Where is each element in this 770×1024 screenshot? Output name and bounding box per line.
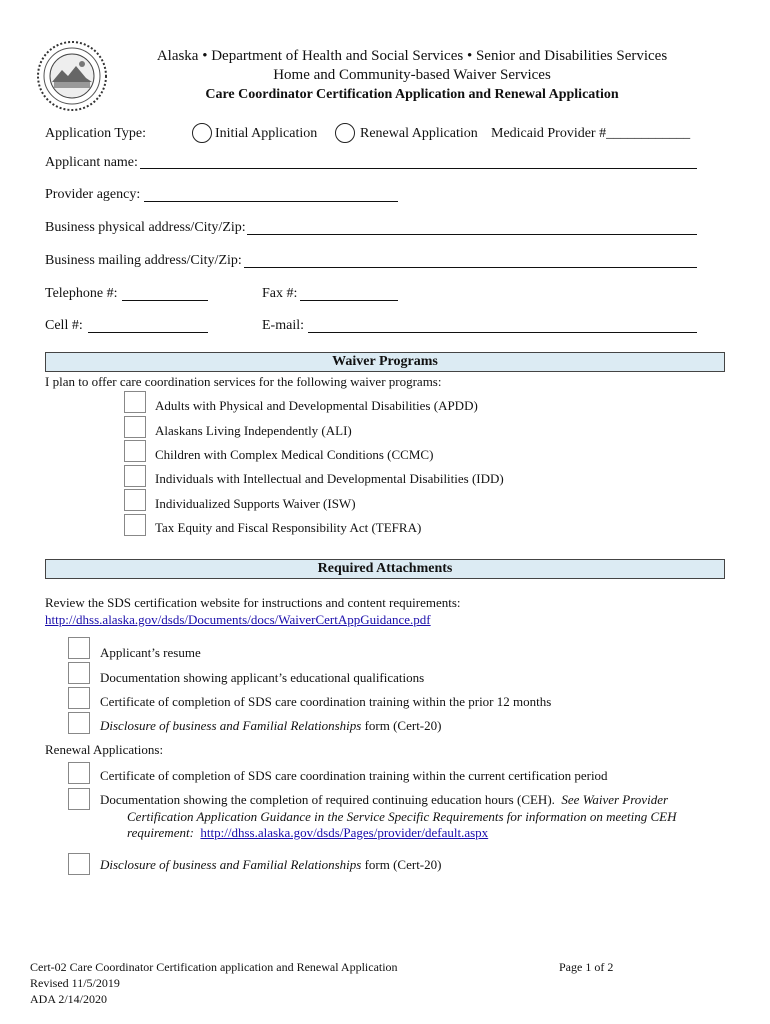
- required-attachments-heading: Required Attachments: [45, 559, 725, 579]
- waiver-program-label: Individualized Supports Waiver (ISW): [155, 496, 356, 511]
- telephone-label: Telephone #:: [45, 286, 118, 301]
- physical-address-field[interactable]: [247, 234, 697, 235]
- state-seal-icon: [36, 40, 108, 112]
- telephone-field[interactable]: [122, 300, 208, 301]
- waiver-program-label: Children with Complex Medical Conditions (CCMC): [155, 447, 434, 462]
- initial-application-radio[interactable]: [192, 123, 212, 143]
- renewal-disclosure-label: Disclosure of business and Familial Relationships form (Cert-20): [100, 857, 442, 872]
- mailing-address-label: Business mailing address/City/Zip:: [45, 253, 242, 268]
- waiver-program-label: Individuals with Intellectual and Developmental Disabilities (IDD): [155, 471, 504, 486]
- provider-link[interactable]: http://dhss.alaska.gov/dsds/Pages/provider/default.aspx: [200, 825, 489, 840]
- waiver-program-label: Alaskans Living Independently (ALI): [155, 423, 352, 438]
- renewal-application-label: Renewal Application: [360, 126, 478, 141]
- cell-label: Cell #:: [45, 318, 83, 333]
- renewal-applications-heading: Renewal Applications:: [45, 742, 164, 757]
- renewal-training-checkbox[interactable]: [68, 762, 90, 784]
- disclosure-checkbox[interactable]: [68, 712, 90, 734]
- renewal-disclosure-checkbox[interactable]: [68, 853, 90, 875]
- idd-checkbox[interactable]: [124, 465, 146, 487]
- renewal-application-radio[interactable]: [335, 123, 355, 143]
- ceh-label-line1: Documentation showing the completion of required continuing education hours (CEH). See Waiver Provider: [100, 792, 669, 807]
- page-number: Page 1 of 2: [559, 960, 614, 974]
- email-label: E-mail:: [262, 318, 304, 333]
- fax-field[interactable]: [300, 300, 398, 301]
- mailing-address-field[interactable]: [244, 267, 697, 268]
- guidance-link[interactable]: http://dhss.alaska.gov/dsds/Documents/docs/WaiverCertAppGuidance.pdf: [45, 612, 431, 627]
- email-field[interactable]: [308, 332, 697, 333]
- waiver-programs-heading: Waiver Programs: [45, 352, 725, 372]
- education-checkbox[interactable]: [68, 662, 90, 684]
- tefra-checkbox[interactable]: [124, 514, 146, 536]
- application-type-label: Application Type:: [45, 126, 147, 141]
- attachment-label: Documentation showing applicant’s educational qualifications: [100, 670, 425, 685]
- ceh-label-line3: requirement: http://dhss.alaska.gov/dsds/Pages/provider/default.aspx: [127, 825, 489, 840]
- physical-address-label: Business physical address/City/Zip:: [45, 220, 246, 235]
- waiver-intro: I plan to offer care coordination services for the following waiver programs:: [45, 374, 442, 389]
- waiver-program-label: Adults with Physical and Developmental Disabilities (APDD): [155, 398, 478, 413]
- review-instructions: Review the SDS certification website for instructions and content requirements:: [45, 595, 461, 610]
- waiver-program-label: Tax Equity and Fiscal Responsibility Act (TEFRA): [155, 520, 422, 535]
- provider-agency-label: Provider agency:: [45, 187, 141, 202]
- attachment-label: Certificate of completion of SDS care coordination training within the prior 12 months: [100, 694, 552, 709]
- header-agency: Alaska • Department of Health and Social Services • Senior and Disabilities Services: [156, 48, 668, 64]
- fax-label: Fax #:: [262, 286, 298, 301]
- ccmc-checkbox[interactable]: [124, 440, 146, 462]
- renewal-training-label: Certificate of completion of SDS care coordination training within the current certification period: [100, 768, 608, 783]
- footer-ada: ADA 2/14/2020: [30, 992, 108, 1006]
- attachment-label: Applicant’s resume: [100, 645, 201, 660]
- applicant-name-field[interactable]: [140, 168, 697, 169]
- isw-checkbox[interactable]: [124, 489, 146, 511]
- cell-field[interactable]: [88, 332, 208, 333]
- apdd-checkbox[interactable]: [124, 391, 146, 413]
- initial-application-label: Initial Application: [215, 126, 318, 141]
- disclosure-label: Disclosure of business and Familial Relationships form (Cert-20): [100, 718, 442, 733]
- provider-agency-field[interactable]: [144, 201, 398, 202]
- header-program: Home and Community-based Waiver Services: [273, 67, 551, 83]
- resume-checkbox[interactable]: [68, 637, 90, 659]
- applicant-name-label: Applicant name:: [45, 155, 138, 170]
- footer-form-id: Cert-02 Care Coordinator Certification application and Renewal Application: [30, 960, 398, 974]
- ali-checkbox[interactable]: [124, 416, 146, 438]
- footer-revised: Revised 11/5/2019: [30, 976, 120, 990]
- ceh-checkbox[interactable]: [68, 788, 90, 810]
- training-checkbox[interactable]: [68, 687, 90, 709]
- medicaid-provider-field[interactable]: Medicaid Provider #____________: [491, 126, 691, 141]
- ceh-label-line2: Certification Application Guidance in the Service Specific Requirements for information on meeting CEH: [127, 809, 677, 824]
- page-title: Care Coordinator Certification Application and Renewal Application: [205, 87, 619, 102]
